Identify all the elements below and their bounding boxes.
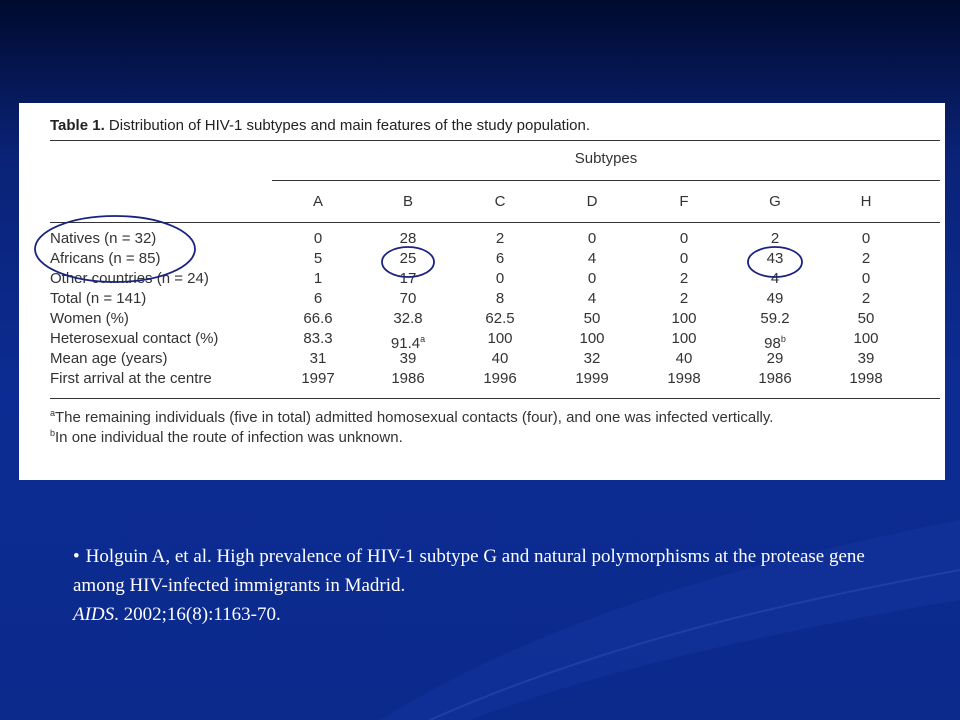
cell-value: 2 bbox=[679, 270, 689, 287]
cell-value: 4 bbox=[587, 290, 597, 307]
table-cell bbox=[649, 269, 719, 289]
table-cell bbox=[373, 349, 443, 369]
cell-value: 0 bbox=[587, 270, 597, 287]
bullet-icon: • bbox=[73, 546, 80, 567]
cell-value: 40 bbox=[675, 350, 693, 367]
cell-value: 1998 bbox=[667, 370, 701, 387]
cell-value: 98 bbox=[764, 335, 781, 352]
table-cell bbox=[740, 309, 810, 329]
row-label: Heterosexual contact (%) bbox=[50, 330, 219, 347]
cell-value: 100 bbox=[671, 310, 697, 327]
citation bbox=[73, 542, 893, 629]
table-panel bbox=[19, 103, 945, 480]
table-cell bbox=[831, 349, 901, 369]
cell-value: 25 bbox=[399, 250, 417, 267]
cell-value: 0 bbox=[495, 270, 505, 287]
cell-value: 6 bbox=[313, 290, 323, 307]
cell-value: 0 bbox=[679, 230, 689, 247]
subtypes-header: Subtypes bbox=[574, 150, 638, 167]
cell-value: 17 bbox=[399, 270, 417, 287]
table-cell bbox=[465, 349, 535, 369]
table-cell bbox=[465, 249, 535, 269]
column-header-h: H bbox=[860, 193, 872, 210]
citation-text: Holguin A, et al. High prevalence of HIV-1 subtype G and natural polymorphisms at the protease gene among HIV-infected immigrants in Madrid. bbox=[73, 546, 865, 596]
table-cell bbox=[831, 369, 901, 389]
row-label: Natives (n = 32) bbox=[50, 230, 157, 247]
table-cell bbox=[465, 369, 535, 389]
cell-value: 39 bbox=[399, 350, 417, 367]
cell-value: 2 bbox=[861, 250, 871, 267]
table-cell bbox=[740, 269, 810, 289]
bottom-rule bbox=[50, 398, 940, 399]
citation-ref: . 2002;16(8):1163-70. bbox=[114, 604, 281, 625]
column-header-a: A bbox=[312, 193, 323, 210]
cell-value: 39 bbox=[857, 350, 875, 367]
cell-value: 4 bbox=[770, 270, 780, 287]
table-cell bbox=[465, 269, 535, 289]
table-cell bbox=[740, 369, 810, 389]
table-cell bbox=[649, 369, 719, 389]
table-cell bbox=[465, 229, 535, 249]
cell-value: 50 bbox=[583, 310, 601, 327]
footnote-a-mark: a bbox=[50, 408, 56, 418]
cell-value: 0 bbox=[861, 230, 871, 247]
cell-value: 32 bbox=[583, 350, 601, 367]
top-rule bbox=[50, 140, 940, 141]
table-cell bbox=[557, 309, 627, 329]
table-cell bbox=[831, 269, 901, 289]
column-header-g: G bbox=[769, 193, 781, 210]
table-cell bbox=[283, 269, 353, 289]
cell-value: 50 bbox=[857, 310, 875, 327]
footnote-marker: b bbox=[780, 334, 786, 344]
table-cell bbox=[373, 229, 443, 249]
row-label: Mean age (years) bbox=[50, 350, 168, 367]
cell-value: 2 bbox=[861, 290, 871, 307]
subtypes-rule bbox=[272, 180, 940, 181]
row-label: Women (%) bbox=[50, 310, 129, 327]
column-header-b: B bbox=[402, 193, 413, 210]
cell-value: 2 bbox=[770, 230, 780, 247]
table-cell bbox=[557, 349, 627, 369]
table-cell bbox=[373, 289, 443, 309]
cell-value: 40 bbox=[491, 350, 509, 367]
row-label: Other countries (n = 24) bbox=[50, 270, 209, 287]
cell-value: 1 bbox=[313, 270, 323, 287]
table-cell bbox=[649, 309, 719, 329]
cell-value: 70 bbox=[399, 290, 417, 307]
cell-value: 1999 bbox=[575, 370, 609, 387]
cell-value: 59.2 bbox=[760, 310, 790, 327]
table-cell bbox=[283, 229, 353, 249]
cell-value: 8 bbox=[495, 290, 505, 307]
header-rule bbox=[50, 222, 940, 223]
cell-value: 6 bbox=[495, 250, 505, 267]
table-cell bbox=[649, 349, 719, 369]
footnote-marker: a bbox=[420, 334, 426, 344]
row-label: First arrival at the centre bbox=[50, 370, 212, 387]
table-cell bbox=[557, 289, 627, 309]
table-cell bbox=[465, 329, 535, 349]
column-header-d: D bbox=[586, 193, 598, 210]
table-cell bbox=[283, 329, 353, 349]
cell-value: 1986 bbox=[758, 370, 792, 387]
cell-value: 83.3 bbox=[303, 330, 333, 347]
table-cell bbox=[373, 309, 443, 329]
footnote-b-text: In one individual the route of infection was unknown. bbox=[55, 429, 403, 446]
cell-value: 2 bbox=[495, 230, 505, 247]
table-cell bbox=[557, 369, 627, 389]
table-cell bbox=[373, 369, 443, 389]
footnote-b bbox=[50, 428, 403, 446]
table-cell bbox=[740, 229, 810, 249]
table-cell bbox=[649, 249, 719, 269]
cell-value: 100 bbox=[853, 330, 879, 347]
table-cell bbox=[373, 249, 443, 269]
table-cell bbox=[557, 249, 627, 269]
table-caption: Distribution of HIV-1 subtypes and main features of the study population. bbox=[108, 117, 591, 134]
table-cell bbox=[465, 309, 535, 329]
table-cell bbox=[283, 289, 353, 309]
cell-value: 0 bbox=[861, 270, 871, 287]
footnote-a bbox=[50, 408, 773, 426]
table-cell bbox=[373, 269, 443, 289]
cell-value: 1986 bbox=[391, 370, 425, 387]
cell-value: 1997 bbox=[301, 370, 335, 387]
table-cell bbox=[283, 349, 353, 369]
table-cell bbox=[283, 249, 353, 269]
table-cell bbox=[740, 249, 810, 269]
cell-value: 43 bbox=[766, 250, 784, 267]
cell-value: 100 bbox=[487, 330, 513, 347]
cell-value: 100 bbox=[579, 330, 605, 347]
cell-value: 0 bbox=[679, 250, 689, 267]
table-cell bbox=[283, 309, 353, 329]
cell-value: 28 bbox=[399, 230, 417, 247]
column-header-f: F bbox=[679, 193, 689, 210]
row-label: Total (n = 141) bbox=[50, 290, 147, 307]
table-title bbox=[50, 117, 590, 134]
table-cell bbox=[740, 289, 810, 309]
cell-value: 1998 bbox=[849, 370, 883, 387]
cell-value: 62.5 bbox=[485, 310, 515, 327]
cell-value: 0 bbox=[313, 230, 323, 247]
cell-value: 2 bbox=[679, 290, 689, 307]
cell-value: 91.4 bbox=[390, 335, 421, 352]
table-cell bbox=[831, 249, 901, 269]
cell-value: 5 bbox=[313, 250, 323, 267]
cell-value: 29 bbox=[766, 350, 784, 367]
cell-value: 100 bbox=[671, 330, 697, 347]
table-cell bbox=[557, 329, 627, 349]
cell-value: 32.8 bbox=[393, 310, 423, 327]
cell-value: 0 bbox=[587, 230, 597, 247]
cell-value: 31 bbox=[309, 350, 327, 367]
citation-journal: AIDS bbox=[73, 604, 115, 625]
table-cell bbox=[831, 229, 901, 249]
cell-value: 66.6 bbox=[303, 310, 333, 327]
table-cell bbox=[557, 229, 627, 249]
table-cell bbox=[831, 309, 901, 329]
table-cell bbox=[649, 329, 719, 349]
column-header-c: C bbox=[494, 193, 506, 210]
footnote-b-mark: b bbox=[50, 428, 56, 438]
table-cell bbox=[740, 349, 810, 369]
table-cell bbox=[831, 329, 901, 349]
table-cell bbox=[283, 369, 353, 389]
cell-value: 49 bbox=[766, 290, 784, 307]
table-cell bbox=[649, 289, 719, 309]
row-label: Africans (n = 85) bbox=[50, 250, 161, 267]
table-number: Table 1. bbox=[50, 117, 105, 134]
footnote-a-text: The remaining individuals (five in total) admitted homosexual contacts (four), and one was infected vertically. bbox=[55, 409, 774, 426]
table-cell bbox=[557, 269, 627, 289]
table-cell bbox=[649, 229, 719, 249]
cell-value: 4 bbox=[587, 250, 597, 267]
table-cell bbox=[465, 289, 535, 309]
cell-value: 1996 bbox=[483, 370, 517, 387]
table-cell bbox=[831, 289, 901, 309]
